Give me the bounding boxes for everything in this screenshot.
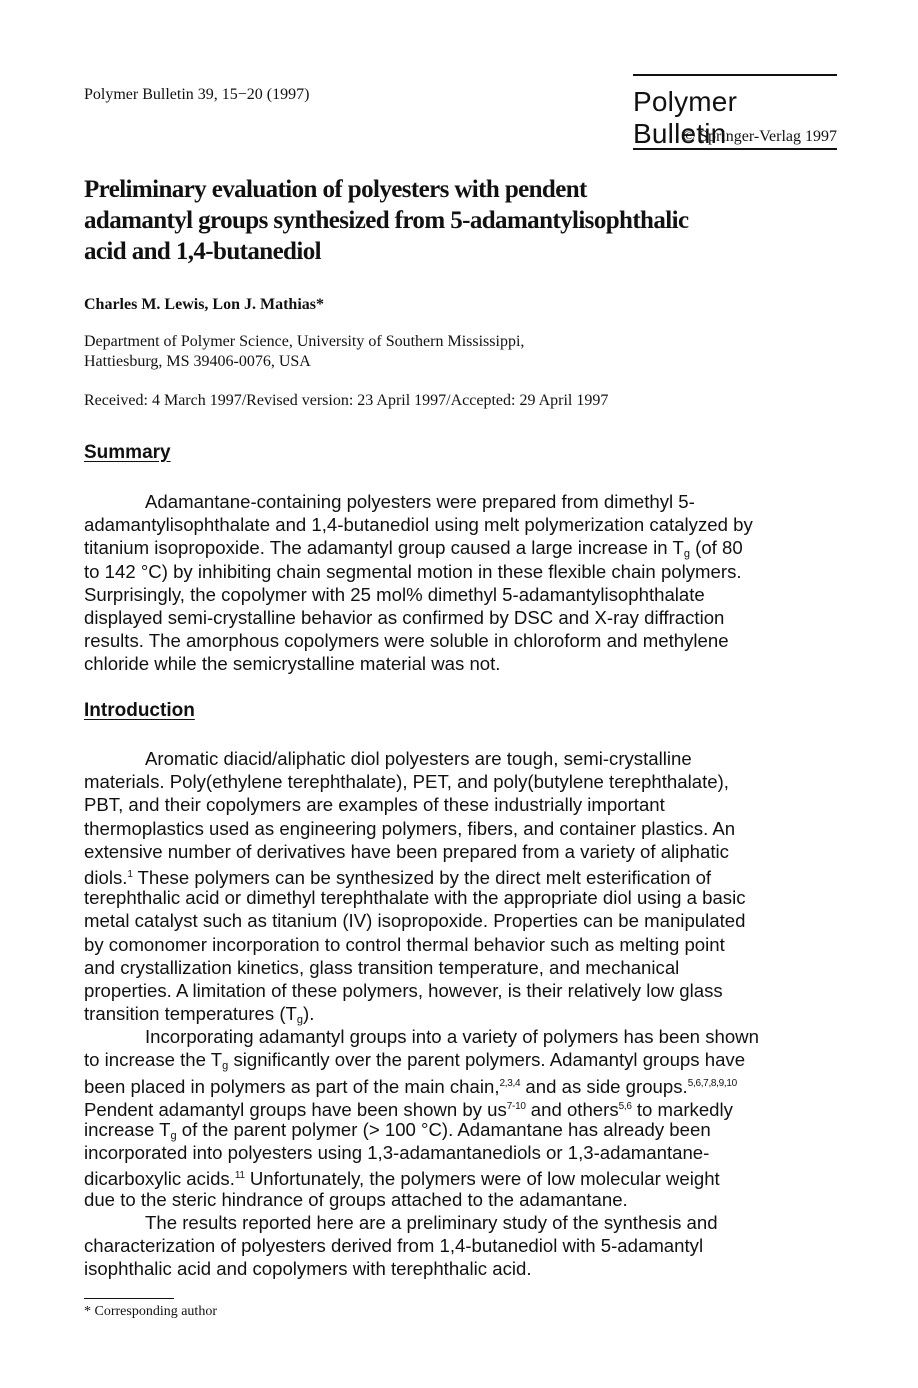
journal-citation: Polymer Bulletin 39, 15−20 (1997) bbox=[84, 86, 310, 103]
text-line: Pendent adamantyl groups have been shown by $us^{7-10}$ and others$^{5,6}$ to markedly bbox=[84, 1098, 733, 1120]
text-line: displayed semi-crystalline behavior as confirmed by DSC and X-ray diffraction bbox=[84, 606, 725, 628]
text-line: to increase the $T_g$ significantly over the parent polymers. Adamantyl groups have bbox=[84, 1049, 746, 1073]
text-line: Adamantane-containing polyesters were prepared from dimethyl 5- bbox=[145, 491, 695, 512]
text-line: to 142 °C) by inhibiting chain segmental motion in these flexible chain polymers. bbox=[84, 560, 742, 582]
text-line: Incorporating adamantyl groups into a variety of polymers has been shown bbox=[145, 1026, 759, 1048]
text-line: by comonomer incorporation to control thermal behavior such as melting point bbox=[84, 933, 725, 955]
text-line: extensive number of derivatives have been prepared from a variety of aliphatic bbox=[84, 840, 729, 862]
text-line: properties. A limitation of these polymers, however, is their relatively low glass bbox=[84, 979, 723, 1001]
introduction-text bbox=[84, 747, 844, 1280]
text-line: results. The amorphous copolymers were soluble in chloroform and methylene bbox=[84, 630, 729, 652]
text-line: Surprisingly, the copolymer with 25 mol% dimethyl 5-adamantylisophthalate bbox=[84, 583, 705, 605]
summary-heading: Summary bbox=[84, 442, 171, 463]
article-title bbox=[84, 174, 824, 267]
received-dates: Received: 4 March 1997/Revised version: 23 April 1997/Accepted: 29 April 1997 bbox=[84, 392, 609, 409]
title-line: Preliminary evaluation of polyesters with pendent bbox=[84, 176, 587, 203]
text-line: thermoplastics used as engineering polymers, fibers, and container plastics. An bbox=[84, 817, 736, 839]
corresponding-author-footnote: * Corresponding author bbox=[84, 1304, 217, 1319]
text-line: The results reported here are a preliminary study of the synthesis and bbox=[145, 1211, 718, 1233]
affiliation bbox=[84, 332, 524, 372]
text-line: metal catalyst such as titanium (IV) isopropoxide. Properties can be manipulated bbox=[84, 910, 746, 932]
title-line: adamantyl groups synthesized from 5-adamantylisophthalic bbox=[84, 207, 689, 234]
text-line: and crystallization kinetics, glass transition temperature, and mechanical bbox=[84, 956, 680, 978]
introduction-heading: Introduction bbox=[84, 700, 195, 721]
text-line: titanium isopropoxide. The adamantyl group caused a large increase in $T_g$ (of 80 bbox=[84, 537, 743, 561]
text-line: chloride while the semicrystalline material was not. bbox=[84, 653, 501, 675]
text-line: terephthalic acid or dimethyl terephthalate with the appropriate diol using a basic bbox=[84, 887, 746, 909]
text-line: due to the steric hindrance of groups attached to the adamantane. bbox=[84, 1188, 628, 1210]
summary-text bbox=[84, 490, 844, 676]
text-line: PBT, and their copolymers are examples of these industrially important bbox=[84, 794, 665, 816]
text-line: increase $T_g$ of the parent polymer (> 100 °C). Adamantane has already been bbox=[84, 1119, 711, 1142]
text-line: transition temperatures $(T_g)$. bbox=[84, 1003, 315, 1027]
text-line: isophthalic acid and copolymers with terephthalic acid. bbox=[84, 1258, 532, 1280]
journal-masthead bbox=[633, 74, 837, 150]
text-line: characterization of polyesters derived from 1,4-butanediol with 5-adamantyl bbox=[84, 1234, 704, 1256]
affiliation-line: Department of Polymer Science, University of Southern Mississippi, bbox=[84, 333, 525, 350]
affiliation-line: Hattiesburg, MS 39406-0076, USA bbox=[84, 353, 311, 370]
title-line: acid and 1,4-butanediol bbox=[84, 238, 321, 265]
publisher-copyright: © Springer-Verlag 1997 bbox=[682, 128, 837, 145]
text-line: adamantylisophthalate and 1,4-butanediol using melt polymerization catalyzed by bbox=[84, 514, 753, 536]
text-line: Aromatic diacid/aliphatic diol polyesters are tough, semi-crystalline bbox=[145, 748, 692, 769]
author-list: Charles M. Lewis, Lon J. Mathias* bbox=[84, 296, 324, 313]
text-line: materials. Poly(ethylene terephthalate), PET, and poly(butylene terephthalate), bbox=[84, 771, 729, 793]
footnote-divider bbox=[84, 1298, 174, 1299]
text-line: been placed in polymers as part of the main chain,$^{2,3,4}$ and as side groups.$^{5,6,7,8,9,10}$ bbox=[84, 1075, 737, 1097]
journal-name: Polymer Bulletin bbox=[633, 86, 738, 149]
text-line: incorporated into polyesters using 1,3-adamantanediols or 1,3-adamantane- bbox=[84, 1142, 710, 1164]
text-line: dicarboxylic acids.$^{11}$ Unfortunately, the polymers were of low molecular weight bbox=[84, 1168, 720, 1190]
text-line: diols.$^1$ These polymers can be synthesized by the direct melt esterification of bbox=[84, 866, 712, 888]
